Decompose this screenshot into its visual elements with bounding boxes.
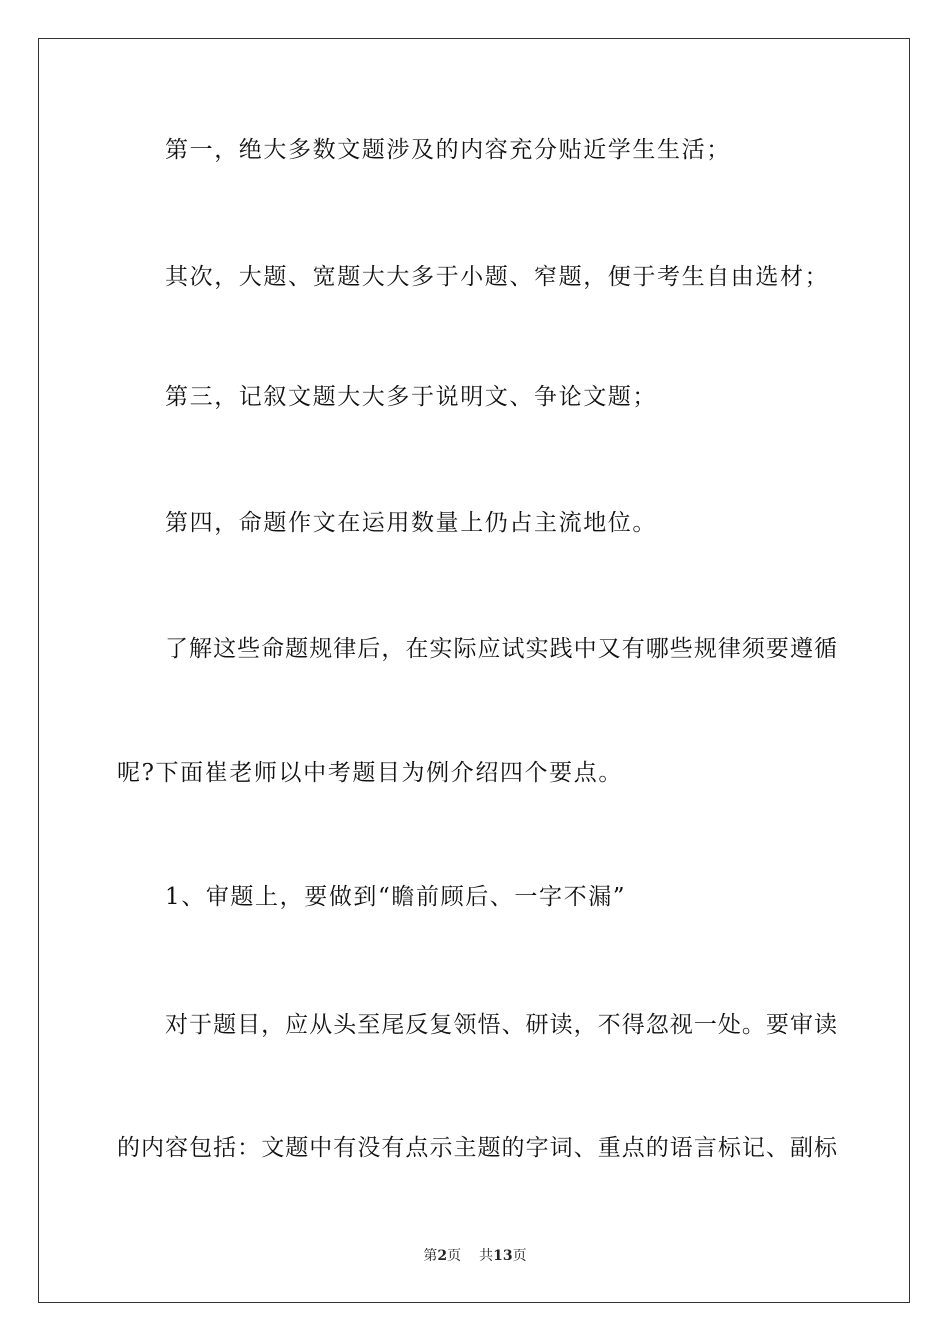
current-page-number: 2 bbox=[437, 1248, 448, 1264]
text-line: 对于题目，应从头至尾反复领悟、研读，不得忽视一处。要审读 bbox=[165, 1012, 837, 1038]
page-border bbox=[38, 38, 910, 1303]
footer-page-suffix: 页 bbox=[447, 1248, 462, 1264]
text-line: 的内容包括：文题中有没有点示主题的字词、重点的语言标记、副标 bbox=[117, 1135, 837, 1161]
text-line: 了解这些命题规律后，在实际应试实践中又有哪些规律须要遵循 bbox=[165, 636, 837, 662]
text-line: 第四，命题作文在运用数量上仍占主流地位。 bbox=[165, 510, 657, 536]
total-pages-number: 13 bbox=[493, 1248, 513, 1264]
text-line: 呢?下面崔老师以中考题目为例介绍四个要点。 bbox=[117, 760, 623, 786]
footer-total-suffix: 页 bbox=[512, 1248, 527, 1264]
footer-total-prefix: 共 bbox=[479, 1248, 494, 1264]
text-line: 其次，大题、宽题大大多于小题、窄题，便于考生自由选材； bbox=[165, 264, 830, 290]
footer-prefix: 第 bbox=[423, 1248, 438, 1264]
text-line: 第三，记叙文题大大多于说明文、争论文题； bbox=[165, 384, 657, 410]
text-line: 第一，绝大多数文题涉及的内容充分贴近学生生活； bbox=[165, 137, 731, 163]
text-line: 1、审题上，要做到“瞻前顾后、一字不漏” bbox=[165, 884, 627, 910]
page-footer bbox=[0, 1247, 950, 1265]
